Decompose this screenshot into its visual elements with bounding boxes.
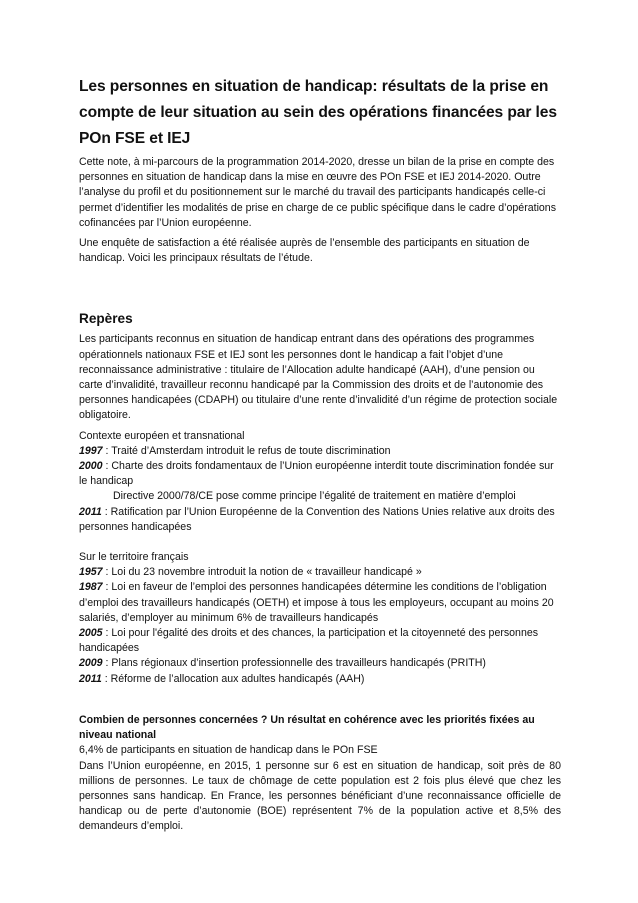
timeline-item (79, 626, 561, 656)
timeline-year: 1997 (79, 444, 103, 457)
timeline-year: 1987 (79, 581, 103, 594)
timeline-text: : Réforme de l’allocation aux adultes handicapés (AAH) (101, 672, 365, 685)
definition-paragraph: Les participants reconnus en situation de handicap entrant dans des opérations des programmes opérationnels nationaux FSE et IEJ sont les personnes dont le handicap a fait l’objet d’une reconnaissance administrative : titulaire de l’Allocation adulte handicapé (AAH), d’une pension ou carte d’invalidité, travailleur reconnu handicapé par la Commission des droits et de l’autonomie des personnes handicapées (CDAPH) ou titulaire d’une rente d’invalidité d’un régime de protection sociale obligatoire. (79, 333, 558, 422)
timeline-text: : Plans régionaux d’insertion professionnelle des travailleurs handicapés (PRITH) (102, 657, 486, 670)
intro-paragraph: Cette note, à mi-parcours de la programmation 2014-2020, dresse un bilan de la prise en compte des personnes en situation de handicap dans la mise en œuvre des POn FSE et IEJ 2014-2020. Outre l’analyse du profil et du positionnement sur le marché du travail des participants handicapés celle-ci permet d’identifier les modalités de prise en charge de ce public spécifique dans le cadre d’opérations cofinancées par l’Union européenne. (79, 156, 556, 229)
timeline-year: 2011 (79, 672, 102, 685)
timeline-item (79, 580, 561, 626)
timeline-year: 2009 (79, 657, 103, 670)
directive-line: Directive 2000/78/CE pose comme principe l’égalité de traitement en matière d’emploi (113, 490, 516, 503)
combien-paragraph: Dans l’Union européenne, en 2015, 1 personne sur 6 est en situation de handicap, soit près de 80 millions de personnes. Le taux de chômage de cette population est 2 fois plus élevé que chez les personnes sans handicap. En France, les personnes bénéficiant d’une reconnaissance officielle de handicap ou de perte d’autonomie (BOE) représentent 7% de la population active et 8,5% des demandeurs d’emploi. (79, 759, 561, 833)
timeline-year: 2011 (79, 505, 102, 518)
timeline-text: : Loi en faveur de l’emploi des personnes handicapées détermine les conditions de l’obligation d’emploi des travailleurs handicapés (OETH) et impose à tous les employeurs, occupant au moins 20 salariés, d’employer au minimum 6% de travailleurs handicapés (79, 581, 554, 624)
timeline-text: : Traité d’Amsterdam introduit le refus de toute discrimination (102, 444, 391, 457)
timeline-item (79, 672, 561, 687)
timeline-item (79, 444, 561, 459)
survey-paragraph: Une enquête de satisfaction a été réalisée auprès de l’ensemble des participants en situation de handicap. Voici les principaux résultats de l’étude. (79, 237, 530, 265)
section-heading-combien: Combien de personnes concernées ? Un résultat en cohérence avec les priorités fixées au niveau national (79, 713, 535, 742)
eu-context-block (79, 429, 561, 535)
timeline-year: 2000 (79, 460, 103, 473)
timeline-year: 1957 (79, 566, 103, 579)
section-heading-reperes: Repères (79, 311, 133, 327)
timeline-item (79, 505, 561, 535)
timeline-text: : Loi pour l'égalité des droits et des chances, la participation et la citoyenneté des personnes handicapées (79, 627, 539, 655)
fr-context-heading: Sur le territoire français (79, 551, 189, 564)
timeline-item (79, 656, 561, 671)
timeline-text: : Ratification par l’Union Européenne de la Convention des Nations Unies relative aux droits des personnes handicapées (79, 505, 555, 533)
stat-line: 6,4% de participants en situation de handicap dans le POn FSE (79, 744, 378, 757)
timeline-text: : Charte des droits fondamentaux de l’Union européenne interdit toute discrimination fondée sur le handicap (79, 460, 554, 488)
document-title: Les personnes en situation de handicap: résultats de la prise en compte de leur situation au sein des opérations financées par les POn FSE et IEJ (79, 78, 557, 147)
timeline-item (79, 565, 561, 580)
timeline-year: 2005 (79, 627, 103, 640)
fr-context-block (79, 550, 561, 687)
eu-context-heading: Contexte européen et transnational (79, 429, 245, 442)
timeline-item (79, 459, 561, 489)
timeline-text: : Loi du 23 novembre introduit la notion de « travailleur handicapé » (102, 566, 422, 579)
